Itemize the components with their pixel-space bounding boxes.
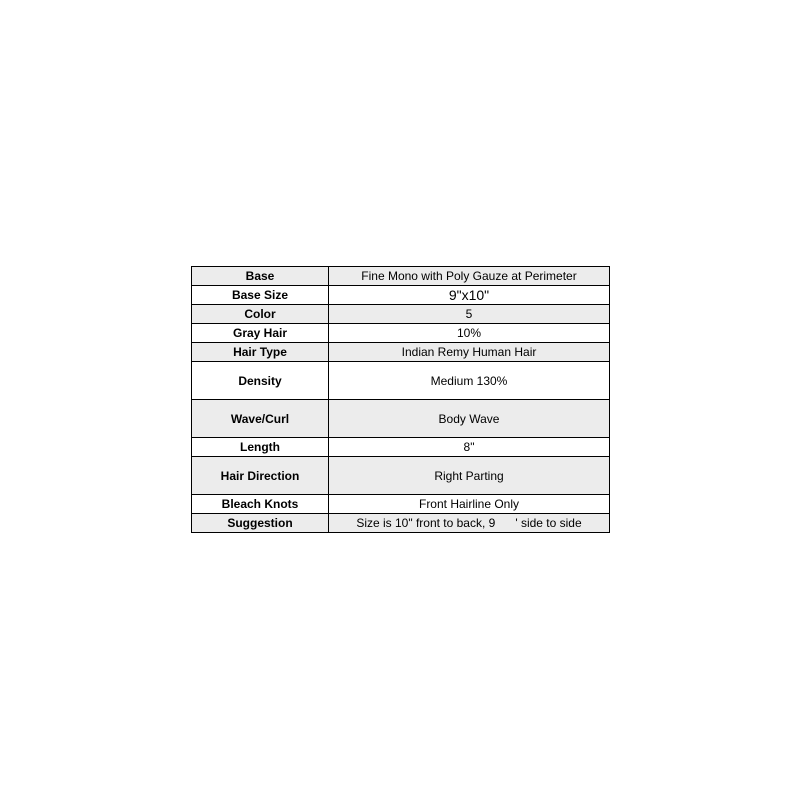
hair-spec-table (191, 266, 610, 533)
table-row (192, 324, 610, 343)
row-label-wave-curl: Wave/Curl (192, 400, 329, 438)
row-label-hair-type: Hair Type (192, 343, 329, 362)
row-value-hair-direction: Right Parting (329, 457, 610, 495)
table-row (192, 343, 610, 362)
row-value-color: 5 (329, 305, 610, 324)
row-label-base: Base (192, 267, 329, 286)
row-value-suggestion: Size is 10" front to back, 9 ' side to side (329, 514, 610, 533)
table-row (192, 305, 610, 324)
row-label-base-size: Base Size (192, 286, 329, 305)
row-label-density: Density (192, 362, 329, 400)
row-value-base-size: 9"x10" (329, 286, 610, 305)
table-row (192, 286, 610, 305)
row-label-gray-hair: Gray Hair (192, 324, 329, 343)
row-value-base: Fine Mono with Poly Gauze at Perimeter (329, 267, 610, 286)
table-row (192, 362, 610, 400)
row-label-hair-direction: Hair Direction (192, 457, 329, 495)
row-label-length: Length (192, 438, 329, 457)
row-value-density: Medium 130% (329, 362, 610, 400)
row-label-suggestion: Suggestion (192, 514, 329, 533)
table-row (192, 514, 610, 533)
row-label-bleach-knots: Bleach Knots (192, 495, 329, 514)
row-value-wave-curl: Body Wave (329, 400, 610, 438)
table-row (192, 457, 610, 495)
table-row (192, 400, 610, 438)
table-row (192, 438, 610, 457)
table-row (192, 495, 610, 514)
row-value-gray-hair: 10% (329, 324, 610, 343)
table-row (192, 267, 610, 286)
row-value-hair-type: Indian Remy Human Hair (329, 343, 610, 362)
row-value-bleach-knots: Front Hairline Only (329, 495, 610, 514)
row-value-length: 8" (329, 438, 610, 457)
row-label-color: Color (192, 305, 329, 324)
